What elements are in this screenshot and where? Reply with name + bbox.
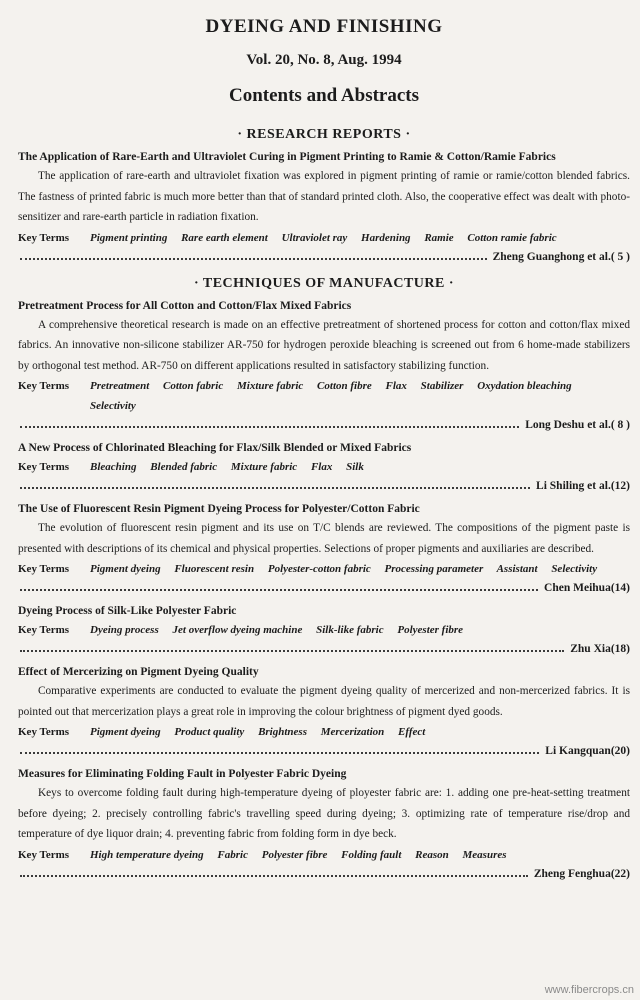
article-author: Li Kangquan (545, 745, 611, 757)
key-term: Cotton ramie fabric (467, 231, 557, 244)
dot-leader (20, 425, 519, 428)
page-number: (20) (610, 745, 630, 757)
key-term: Rare earth element (181, 231, 268, 244)
page-number: (12) (610, 480, 630, 492)
key-terms-label: Key Terms (18, 624, 70, 636)
article-title: The Application of Rare-Earth and Ultraviolet Curing in Pigment Printing to Ramie & Cotton/Ramie Fabrics (18, 151, 556, 163)
contents-heading: Contents and Abstracts (228, 85, 420, 106)
article-abstract: A comprehensive theoretical research is made on an effective pretreatment of shortened process for cotton and cotton/flax mixed fabrics. An innovative non-silicone stabilizer AR-750 for hydrogen peroxide bleaching is screened out from 6 home-made stabilizers by orthogonal test method. AR-750 on different applications resulted in satisfactory stabilizing function. (18, 318, 630, 372)
article-abstract: The application of rare-earth and ultraviolet fixation was explored in pigment printing of ramie or ramie/cotton blended fabrics. The fastness of printed fabric is much more better than that of standard printed cloth. Also, the cooperative effect was dealt with photo-sensitizer and rare-earth particle in radiation fixation. (18, 170, 630, 223)
article-author: Zheng Guanghong et al. (492, 250, 611, 263)
article-author: Zheng Fenghua (533, 867, 611, 880)
key-terms-row (18, 722, 630, 742)
key-term: Oxydation bleaching (477, 380, 572, 392)
article (18, 501, 630, 597)
article (18, 298, 630, 435)
key-term: Ramie (424, 231, 454, 244)
key-term: Dyeing process (90, 624, 159, 636)
key-term: Pigment printing (90, 231, 168, 244)
author-row (18, 477, 630, 495)
key-term: Processing parameter (384, 563, 484, 575)
key-terms-row (18, 228, 630, 248)
key-term: Reason (415, 848, 449, 861)
key-terms (90, 228, 630, 248)
dot-leader (20, 649, 564, 652)
author-row (18, 248, 630, 266)
dot-leader (20, 588, 538, 591)
key-term: Measures (462, 848, 507, 861)
key-terms (90, 457, 630, 477)
key-terms-label: Key Terms (18, 380, 70, 392)
key-term: Mercerization (320, 726, 385, 738)
article-author: Chen Meihua (544, 582, 611, 594)
article-title: Dyeing Process of Silk-Like Polyester Fabric (18, 605, 237, 617)
key-term: Pretreatment (90, 380, 150, 392)
key-term: Flax (385, 380, 407, 392)
key-terms-label: Key Terms (18, 231, 70, 244)
article (18, 440, 630, 495)
key-term: Fabric (217, 848, 248, 861)
key-term: Jet overflow dyeing machine (172, 624, 303, 636)
key-terms (90, 620, 630, 640)
key-terms-label: Key Terms (18, 726, 70, 738)
article (18, 603, 630, 658)
key-term: Blended fabric (150, 461, 218, 473)
key-term: Flax (310, 461, 333, 473)
key-term: Hardening (361, 231, 411, 244)
key-terms-row (18, 845, 630, 865)
article-abstract: The evolution of fluorescent resin pigment and its use on T/C blends are reviewed. The compositions of the pigment paste is presented with descriptions of its chemical and physical properties. Selections of proper pigments and auxiliaries are described. (18, 522, 630, 555)
key-term: Polyester fibre (261, 848, 328, 861)
key-term: Polyester-cotton fabric (267, 563, 371, 575)
issue-info: Vol. 20, No. 8, Aug. 1994 (246, 52, 402, 68)
key-term: Folding fault (341, 848, 402, 861)
article-title: The Use of Fluorescent Resin Pigment Dyeing Process for Polyester/Cotton Fabric (18, 503, 420, 515)
author-row (18, 742, 630, 760)
key-terms-label: Key Terms (18, 848, 70, 861)
key-terms-row (18, 457, 630, 477)
page-number: (14) (610, 582, 630, 594)
contents-page (18, 10, 630, 883)
article-author: Long Deshu et al. (525, 419, 611, 431)
key-term: Cotton fabric (163, 380, 224, 392)
key-term: Assistant (496, 563, 538, 575)
key-term: Mixture fabric (236, 380, 304, 392)
article-title: A New Process of Chlorinated Bleaching for Flax/Silk Blended or Mixed Fabrics (18, 442, 412, 454)
journal-title: DYEING AND FINISHING (205, 16, 443, 37)
key-term: Product quality (174, 726, 245, 738)
key-term: Bleaching (90, 461, 137, 473)
page-number: ( 5 ) (610, 250, 630, 263)
key-term: Pigment dyeing (90, 726, 161, 738)
article-title: Pretreatment Process for All Cotton and Cotton/Flax Mixed Fabrics (18, 299, 352, 312)
article-abstract: Comparative experiments are conducted to evaluate the pigment dyeing quality of mercerized and non-mercerized fabrics. It is pointed out that mercerization plays a great role in improving the colour brightness of pigment dyed goods. (18, 685, 630, 718)
key-term: Cotton fibre (317, 380, 372, 392)
dot-leader (20, 874, 528, 877)
author-row (18, 865, 630, 883)
author-row (18, 416, 630, 434)
key-term: Fluorescent resin (174, 563, 255, 575)
key-term: Effect (398, 726, 426, 738)
key-terms (90, 376, 630, 416)
article-title: Effect of Mercerizing on Pigment Dyeing Quality (18, 666, 259, 678)
section-title-techniques: · TECHNIQUES OF MANUFACTURE · (193, 275, 455, 291)
key-term: Pigment dyeing (90, 563, 161, 575)
page-number: (22) (610, 867, 630, 880)
page-number: ( 8 ) (610, 419, 630, 431)
article (18, 766, 630, 883)
key-term: Ultraviolet ray (281, 231, 348, 244)
key-term: Silk (346, 461, 364, 473)
section-title-research-reports: · RESEARCH REPORTS · (237, 127, 411, 142)
author-row (18, 579, 630, 597)
key-terms-row (18, 559, 630, 579)
dot-leader (20, 751, 539, 754)
watermark: www.fibercrops.cn (544, 984, 634, 996)
key-terms (90, 559, 630, 579)
key-term: Silk-like fabric (316, 624, 384, 636)
key-term: Mixture fabric (230, 461, 298, 473)
key-terms-row (18, 376, 630, 416)
key-term: Polyester fibre (397, 624, 464, 636)
key-terms-label: Key Terms (18, 563, 70, 575)
key-terms-row (18, 620, 630, 640)
dot-leader (20, 486, 530, 489)
page-number: (18) (610, 643, 630, 655)
key-term: Stabilizer (420, 380, 464, 392)
key-terms (90, 845, 630, 865)
article-abstract: Keys to overcome folding fault during high-temperature dyeing of ployester fabric are: 1. adding one pre-heat-setting treatment before dyeing; 2. precisely controlling fabric's travelling speed during dyeing; 3. optimizing rate of temperature rise/drop and temperature of dye liquor drain; 4. preventing fabric from folding form in dye beck. (18, 787, 630, 840)
article (18, 149, 630, 266)
article-author: Li Shiling et al. (536, 480, 611, 492)
key-terms (90, 722, 630, 742)
dot-leader (20, 257, 487, 260)
article-author: Zhu Xia (570, 643, 611, 655)
key-term: Selectivity (551, 563, 598, 575)
key-terms-label: Key Terms (18, 461, 70, 473)
author-row (18, 640, 630, 658)
article-title: Measures for Eliminating Folding Fault in Polyester Fabric Dyeing (18, 768, 347, 780)
article (18, 664, 630, 760)
key-term: Brightness (258, 726, 307, 738)
key-term: High temperature dyeing (90, 848, 204, 861)
key-term: Selectivity (90, 400, 136, 412)
